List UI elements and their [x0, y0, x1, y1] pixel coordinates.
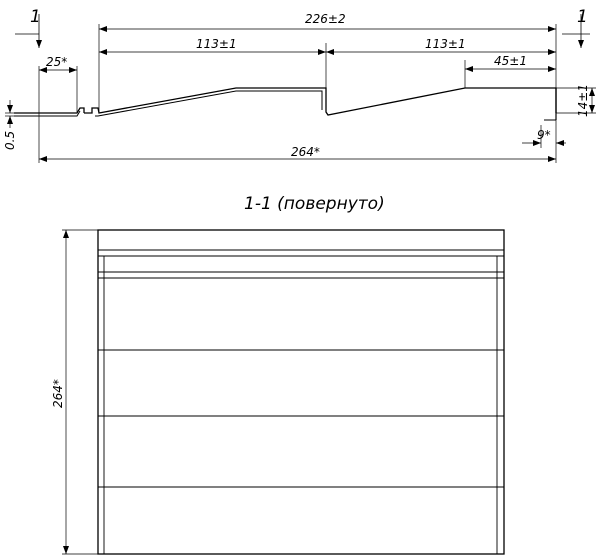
side-dimension — [62, 230, 98, 554]
section-marker-left — [15, 7, 41, 48]
dim-flat-top-right: 45±1 — [494, 54, 527, 68]
section-view — [98, 230, 504, 554]
dim-thickness: 0.5 — [3, 130, 17, 150]
dim-right-flat: 9* — [537, 128, 551, 142]
section-title: 1-1 (повернуто) — [244, 194, 385, 214]
dim-left-half: 113±1 — [196, 37, 237, 51]
dim-side-height: 264* — [51, 379, 65, 408]
section-marker-right-label: 1 — [577, 7, 588, 27]
dimension-lines — [10, 29, 592, 159]
dim-overall-top: 226±2 — [305, 12, 346, 26]
panel-profile — [14, 88, 556, 120]
dim-right-half: 113±1 — [425, 37, 466, 51]
dim-height: 14±1 — [576, 84, 590, 117]
dim-left-flat: 25* — [46, 55, 68, 69]
dim-overall-bottom: 264* — [291, 145, 320, 159]
section-marker-right — [562, 7, 590, 48]
section-marker-left-label: 1 — [30, 7, 41, 27]
extension-lines — [5, 24, 596, 163]
